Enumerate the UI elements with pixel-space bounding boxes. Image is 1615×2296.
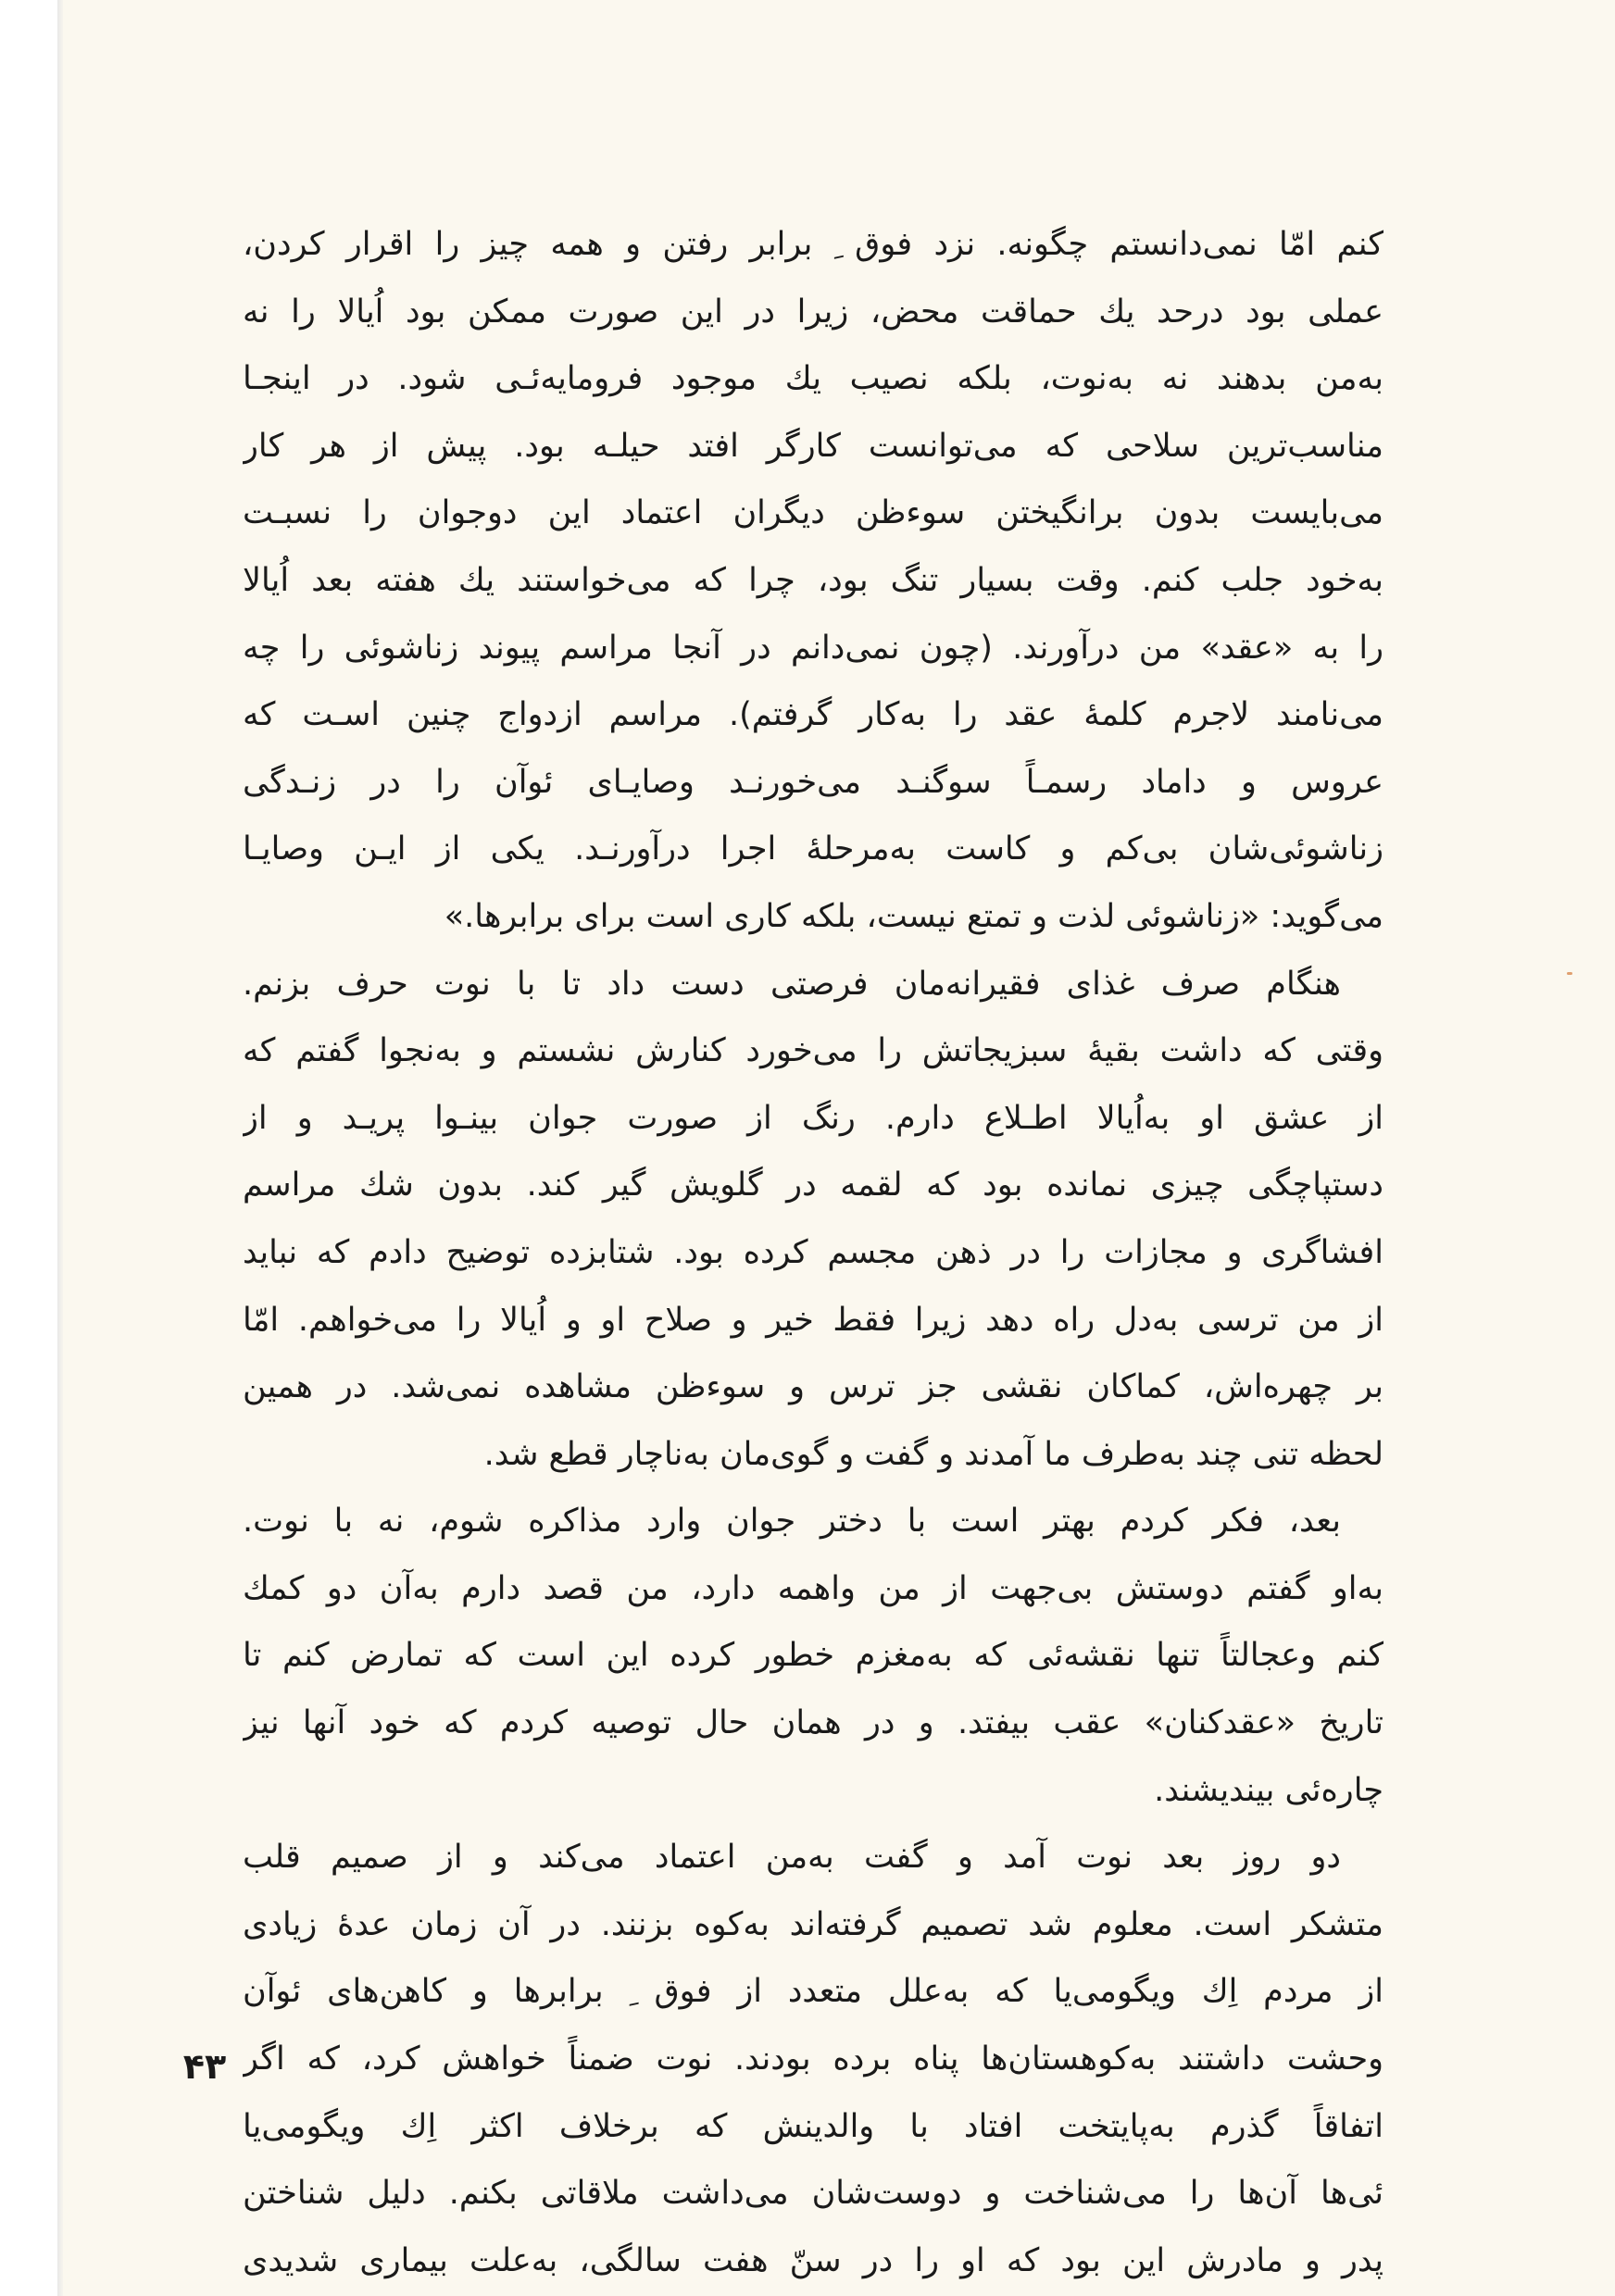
text-line: اتفاقاً گذرم به‌پایتخت افتاد با والدینش که برخلاف اکثر اِك ویگومی‌یا (243, 2107, 1383, 2145)
text-line: به‌خود جلب کنم. وقت بسیار تنگ بود، چرا که می‌خواستند یك هفته بعد اُیالا (243, 561, 1383, 599)
text-line: می‌بایست بدون برانگیختن سوءظن دیگران اعتماد این دوجوان را نسبـت (243, 494, 1383, 532)
text-line: عملی بود درحد یك حماقت محض، زیرا در این صورت ممکن بود اُیالا را نه (243, 293, 1383, 331)
text-line: وحشت داشتند به‌کوهستان‌ها پناه برده بودند. نوت ضمناً خواهش کرد، که اگر (243, 2040, 1383, 2078)
page-number: ۴۳ (182, 2046, 227, 2087)
text-line: دستپاچگی چیزی نمانده بود که لقمه در گلویش گیر کند. بدون شك مراسم (243, 1167, 1383, 1204)
text-line: تاریخ «عقدکنان» عقب بیفتد. و در همان حال توصیه کردم که خود آنها نیز (243, 1704, 1383, 1742)
text-line: به‌او گفتم دوستش بی‌جهت از من واهمه دارد، من قصد دارم به‌آن دو کمك (243, 1569, 1383, 1607)
text-line: کنم وعجالتاً تنها نقشه‌ئی که به‌مغزم خطور کرده این است که تمارض کنم تا (243, 1637, 1383, 1675)
text-line: ئی‌ها آن‌ها را می‌شناخت و دوست‌شان می‌داشت ملاقاتی بکنم. دلیل شناختن (243, 2175, 1383, 2213)
text-line: پدر و مادرش این بود که او را در سنّ هفت سالگی، به‌علت بیماری شدیدی (243, 2241, 1383, 2279)
paper-speck (1567, 972, 1572, 975)
text-line: زناشوئی‌شان بی‌کم و کاست به‌مرحلهٔ اجرا درآورنـد. یکی از ایـن وصایـا (243, 830, 1383, 868)
text-line: می‌نامند لاجرم کلمهٔ عقد را به‌کار گرفتم). مراسم ازدواج چنین اسـت که (243, 696, 1383, 734)
text-line: متشکر است. معلوم شد تصمیم گرفته‌اند به‌کوه بزنند. در آن زمان عدهٔ زیادی (243, 1905, 1383, 1943)
text-line: بر چهره‌اش، کماکان نقشی جز ترس و سوءظن مشاهده نمی‌شد. در همین (243, 1368, 1383, 1406)
text-line: کنم امّا نمی‌دانستم چگونه. نزد فوق ِ برابر رفتن و همه چیز را اقرار کردن، (243, 226, 1383, 263)
text-line: وقتی که داشت بقیهٔ سبزیجاتش را می‌خورد کنارش نشستم و به‌نجوا گفتم که (243, 1032, 1383, 1070)
text-line: دو روز بعد نوت آمد و گفت به‌من اعتماد می‌کند و از صمیم قلب (243, 1839, 1341, 1877)
text-line: هنگام صرف غذای فقیرانه‌مان فرصتی دست داد تا با نوت حرف بزنم. (243, 965, 1341, 1003)
text-line: از عشق او به‌اُیالا اطـلاع دارم. رنگ از صورت جوان بینـوا پریـد و از (243, 1099, 1383, 1137)
text-line: از من ترسی به‌دل راه دهد زیرا فقط خیر و صلاح او و اُیالا را می‌خواهم. امّا (243, 1301, 1383, 1339)
text-line: را به «عقد» من درآورند. (چون نمی‌دانم در آنجا مراسم پیوند زناشوئی را چه (243, 629, 1383, 667)
text-line: مناسب‌ترین سلاحی که می‌توانست کارگر افتد حیلـه بود. پیش از هر کار (243, 427, 1383, 465)
text-line: عروس و داماد رسمـاً سوگنـد می‌خورنـد وصایـای ئوآن را در زنـدگی (243, 763, 1383, 801)
text-line: لحظه تنی چند به‌طرف ما آمدند و گفت و گوی‌مان به‌ناچار قطع شد. (483, 1435, 1383, 1473)
text-line: می‌گوید: «زناشوئی لذت و تمتع نیست، بلکه کاری است برای برابرها.» (444, 897, 1383, 935)
text-line: افشاگری و مجازات را در ذهن مجسم کرده بود. شتابزده توضیح دادم که نباید (243, 1233, 1383, 1271)
text-line: به‌من بدهند نه به‌نوت، بلکه نصیب یك موجود فرومایه‌ئـی شود. در اینجـا (243, 360, 1383, 398)
body-text (243, 211, 1383, 2294)
text-line: چاره‌ئی بیندیشند. (1154, 1771, 1383, 1809)
text-line: از مردم اِك ویگومی‌یا که به‌علل متعدد از فوق ِ برابرها و کاهن‌های ئوآن (243, 1973, 1383, 2011)
text-line: بعد، فکر کردم بهتر است با دختر جوان وارد مذاکره شوم، نه با نوت. (243, 1503, 1341, 1541)
